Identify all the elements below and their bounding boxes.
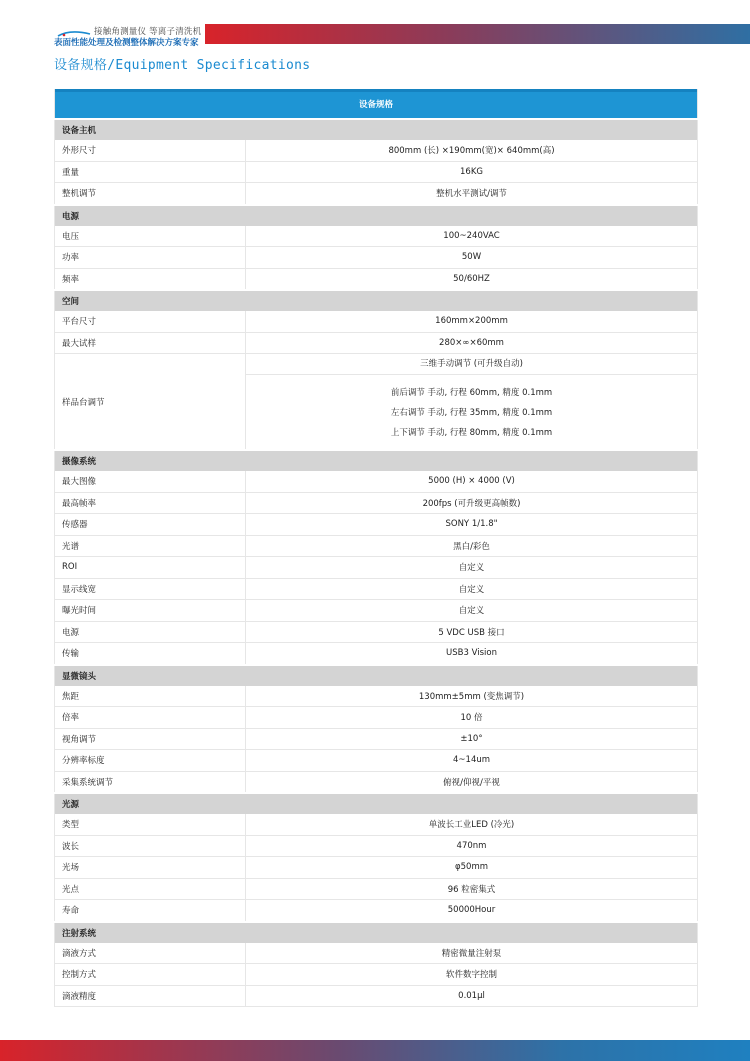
group-heading: 电源 — [55, 205, 698, 226]
table-group-row — [55, 205, 698, 226]
spec-value: 470nm — [246, 835, 698, 857]
table-row — [55, 557, 698, 579]
spec-value: 5 VDC USB 接口 — [246, 621, 698, 643]
spec-value: 130mm±5mm (变焦调节) — [246, 686, 698, 707]
table-row — [55, 492, 698, 514]
spec-label: 传输 — [55, 643, 246, 665]
spec-label: 滴液精度 — [55, 985, 246, 1007]
table-row — [55, 332, 698, 354]
spec-table — [54, 89, 698, 1007]
table-row — [55, 247, 698, 269]
spec-label: 整机调节 — [55, 183, 246, 205]
spec-value: 5000 (H) × 4000 (V) — [246, 471, 698, 492]
table-row — [55, 161, 698, 183]
table-group-row — [55, 119, 698, 140]
spec-label: 滴液方式 — [55, 943, 246, 964]
spec-value: 50W — [246, 247, 698, 269]
spec-label: 电压 — [55, 226, 246, 247]
table-group-row — [55, 922, 698, 943]
table-row — [55, 578, 698, 600]
header-tagline-slogan: 表面性能处理及检测整体解决方案专家 — [54, 38, 199, 48]
group-heading: 显微镜头 — [55, 665, 698, 686]
spec-value: 280×∞×60mm — [246, 332, 698, 354]
table-group-row — [55, 290, 698, 311]
spec-value-line: 上下调节 手动, 行程 80mm, 精度 0.1mm — [390, 428, 553, 438]
table-row — [55, 514, 698, 536]
group-heading: 注射系统 — [55, 922, 698, 943]
table-row — [55, 900, 698, 922]
spec-label: 功率 — [55, 247, 246, 269]
table-row — [55, 857, 698, 879]
table-group-row — [55, 450, 698, 471]
table-row — [55, 621, 698, 643]
spec-label: 样品台调节 — [55, 354, 246, 451]
spec-label: 类型 — [55, 814, 246, 835]
spec-value: 96 粒密集式 — [246, 878, 698, 900]
spec-label: 焦距 — [55, 686, 246, 707]
spec-label: 分辨率标度 — [55, 750, 246, 772]
spec-value: 自定义 — [246, 578, 698, 600]
page-title: 设备规格/Equipment Specifications — [54, 58, 311, 73]
table-row — [55, 964, 698, 986]
spec-value: 自定义 — [246, 600, 698, 622]
spec-label: 控制方式 — [55, 964, 246, 986]
spec-label: 视角调节 — [55, 728, 246, 750]
spec-value: 自定义 — [246, 557, 698, 579]
table-group-row — [55, 793, 698, 814]
spec-value: 整机水平测试/调节 — [246, 183, 698, 205]
table-row — [55, 311, 698, 332]
spec-value: USB3 Vision — [246, 643, 698, 665]
table-row — [55, 750, 698, 772]
spec-value-line: 三维手动调节 (可升级自动) — [246, 354, 697, 375]
spec-value-multiline — [246, 354, 698, 451]
spec-label: 显示线宽 — [55, 578, 246, 600]
spec-value: 4~14um — [246, 750, 698, 772]
spec-label: 寿命 — [55, 900, 246, 922]
group-heading: 光源 — [55, 793, 698, 814]
spec-value: 160mm×200mm — [246, 311, 698, 332]
spec-label: 传感器 — [55, 514, 246, 536]
group-heading: 设备主机 — [55, 119, 698, 140]
spec-label: 电源 — [55, 621, 246, 643]
spec-value-line: 左右调节 手动, 行程 35mm, 精度 0.1mm — [390, 408, 553, 418]
spec-value: 50000Hour — [246, 900, 698, 922]
spec-label: 光谱 — [55, 535, 246, 557]
spec-label: ROI — [55, 557, 246, 579]
bottom-gradient-bar — [0, 1040, 750, 1061]
spec-value: 软件数字控制 — [246, 964, 698, 986]
table-row — [55, 728, 698, 750]
spec-label: 最大试样 — [55, 332, 246, 354]
spec-label: 频率 — [55, 268, 246, 290]
spec-value: 16KG — [246, 161, 698, 183]
spec-label: 波长 — [55, 835, 246, 857]
spec-value: 黑白/彩色 — [246, 535, 698, 557]
table-row — [55, 835, 698, 857]
spec-label: 采集系统调节 — [55, 771, 246, 793]
spec-value: 0.01μl — [246, 985, 698, 1007]
spec-value: 100~240VAC — [246, 226, 698, 247]
spec-label: 光场 — [55, 857, 246, 879]
table-row — [55, 878, 698, 900]
table-row — [55, 471, 698, 492]
spec-value: SONY 1/1.8" — [246, 514, 698, 536]
table-row — [55, 535, 698, 557]
table-row — [55, 707, 698, 729]
table-row — [55, 183, 698, 205]
spec-value: 10 倍 — [246, 707, 698, 729]
table-row — [55, 643, 698, 665]
spec-value: 俯视/仰视/平视 — [246, 771, 698, 793]
spec-table-header — [55, 89, 698, 119]
spec-value-line: 前后调节 手动, 行程 60mm, 精度 0.1mm — [390, 388, 553, 398]
spec-value: 200fps (可升级更高帧数) — [246, 492, 698, 514]
table-row — [55, 686, 698, 707]
table-group-row — [55, 665, 698, 686]
spec-label: 外形尺寸 — [55, 140, 246, 161]
table-row-multiline — [55, 354, 698, 451]
table-row — [55, 140, 698, 161]
table-row — [55, 943, 698, 964]
spec-table-body — [55, 89, 698, 1007]
header-tagline-products: 接触角测量仪 等离子清洗机 — [94, 27, 202, 37]
table-row — [55, 985, 698, 1007]
table-row — [55, 814, 698, 835]
spec-value: 50/60HZ — [246, 268, 698, 290]
spec-value: 单波长工业LED (冷光) — [246, 814, 698, 835]
spec-value: 800mm (长) ×190mm(宽)× 640mm(高) — [246, 140, 698, 161]
spec-label: 曝光时间 — [55, 600, 246, 622]
spec-value: 精密微量注射泵 — [246, 943, 698, 964]
table-row — [55, 268, 698, 290]
table-row — [55, 771, 698, 793]
group-heading: 空间 — [55, 290, 698, 311]
spec-table-title: 设备规格 — [55, 89, 698, 119]
spec-label: 光点 — [55, 878, 246, 900]
group-heading: 摄像系统 — [55, 450, 698, 471]
spec-label: 倍率 — [55, 707, 246, 729]
table-row — [55, 600, 698, 622]
spec-value: ±10° — [246, 728, 698, 750]
spec-label: 平台尺寸 — [55, 311, 246, 332]
top-gradient-bar — [205, 24, 750, 44]
spec-label: 最大图像 — [55, 471, 246, 492]
table-row — [55, 226, 698, 247]
spec-label: 重量 — [55, 161, 246, 183]
spec-value: φ50mm — [246, 857, 698, 879]
spec-label: 最高帧率 — [55, 492, 246, 514]
